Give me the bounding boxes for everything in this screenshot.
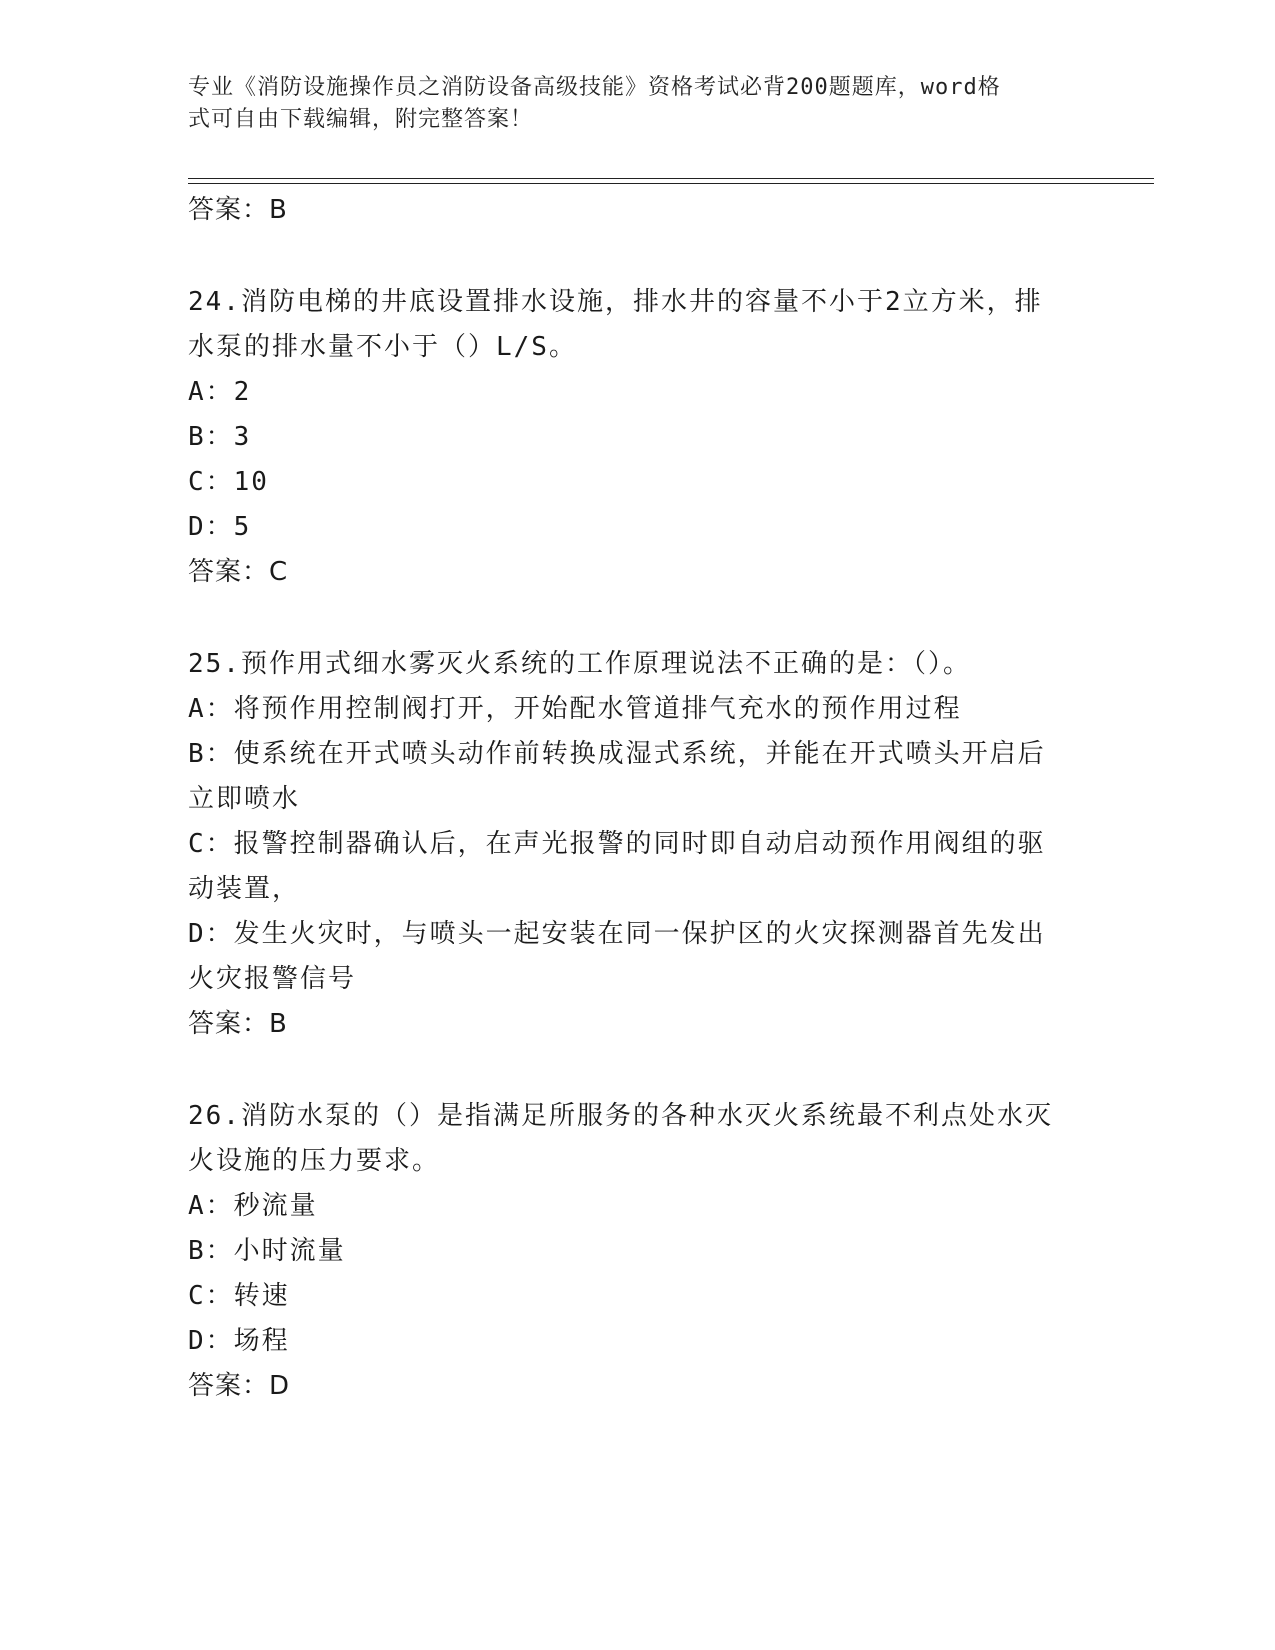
question-block (188, 1094, 1088, 1409)
question-stem: 24.消防电梯的井底设置排水设施，排水井的容量不小于2立方米，排 (188, 287, 1043, 317)
question-stem: 火设施的压力要求。 (188, 1146, 441, 1176)
option-c: C：报警控制器确认后，在声光报警的同时即自动启动预作用阀组的驱 (188, 829, 1046, 859)
option-b: B：3 (188, 422, 252, 452)
question-stem: 水泵的排水量不小于（）L/S。 (188, 332, 577, 362)
answer-line: 答案：B (188, 1009, 288, 1039)
option-d-continued: 火灾报警信号 (188, 964, 357, 994)
option-b: B：使系统在开式喷头动作前转换成湿式系统，并能在开式喷头开启后 (188, 739, 1046, 769)
answer-line: 答案：B (188, 195, 288, 225)
header-line: 式可自由下载编辑，附完整答案！ (188, 107, 534, 132)
question-block (188, 642, 1088, 1047)
option-d: D：5 (188, 512, 252, 542)
option-d: D：发生火灾时，与喷头一起安装在同一保护区的火灾探测器首先发出 (188, 919, 1046, 949)
answer-line: 答案：D (188, 1371, 291, 1401)
question-stem: 26.消防水泵的（）是指满足所服务的各种水灭火系统最不利点处水灭 (188, 1101, 1053, 1131)
option-c-continued: 动装置， (188, 874, 301, 904)
option-a: A：2 (188, 377, 252, 407)
document-header (188, 72, 1068, 136)
option-a: A：将预作用控制阀打开，开始配水管道排气充水的预作用过程 (188, 694, 962, 724)
option-b: B：小时流量 (188, 1236, 346, 1266)
option-d: D：场程 (188, 1326, 290, 1356)
header-line: 专业《消防设施操作员之消防设备高级技能》资格考试必背200题题库，word格 (188, 75, 1001, 100)
spacer (188, 595, 1088, 642)
option-a: A：秒流量 (188, 1191, 318, 1221)
option-c: C：10 (188, 467, 269, 497)
option-c: C：转速 (188, 1281, 290, 1311)
header-divider (188, 183, 1154, 184)
question-stem: 25.预作用式细水雾灭火系统的工作原理说法不正确的是：（）。 (188, 649, 971, 679)
question-list (188, 188, 1088, 1409)
option-b-continued: 立即喷水 (188, 784, 301, 814)
spacer (188, 1047, 1088, 1094)
question-block (188, 280, 1088, 595)
header-divider (188, 178, 1154, 179)
spacer (188, 233, 1088, 280)
answer-line: 答案：C (188, 557, 289, 587)
